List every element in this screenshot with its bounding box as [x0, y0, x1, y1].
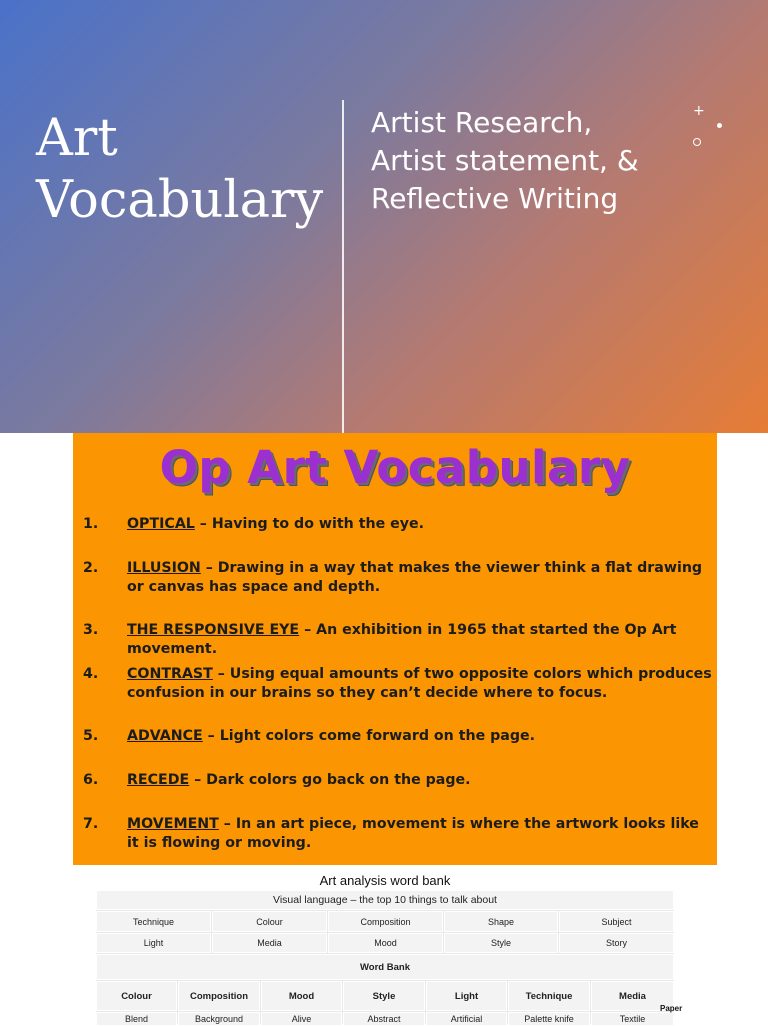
slide-subtitle-line-3: Reflective Writing [371, 182, 619, 215]
vocab-text: – Using equal amounts of two opposite colors which produces confusion in our brains so they can’t decide where to focus. [127, 666, 712, 701]
paper-side-label: Paper [660, 1004, 683, 1013]
table-cell: Composition [328, 911, 443, 932]
table-cell: Colour [212, 911, 327, 932]
table-cell: Background [178, 1012, 260, 1026]
vocab-term: OPTICAL [127, 516, 195, 532]
table-cell: Mood [328, 933, 443, 953]
vocab-definition [127, 621, 713, 659]
slide-subtitle [371, 104, 639, 218]
op-art-title: Op Art Vocabulary [159, 441, 631, 494]
vocab-number: 6. [83, 772, 99, 788]
table-cell: Blend [96, 1012, 177, 1026]
table-cell: Textile [591, 1012, 674, 1026]
vocab-text: – Light colors come forward on the page. [202, 728, 536, 744]
vocab-term: ADVANCE [127, 728, 203, 744]
word-bank-title: Art analysis word bank [319, 873, 451, 888]
vocab-text: – An exhibition in 1965 that started the Op Art movement. [127, 622, 677, 657]
vocab-definition [127, 665, 713, 703]
table-cell: Story [559, 933, 674, 953]
table-header-cell: Technique [508, 981, 590, 1011]
table-cell: Alive [261, 1012, 342, 1026]
vocab-number: 1. [83, 516, 99, 532]
slide-title-line-2: Vocabulary [36, 171, 324, 230]
table-cell: Artificial [426, 1012, 507, 1026]
ring-decoration-icon [693, 138, 701, 146]
word-bank-table [96, 890, 674, 1024]
table-header-cell: Composition [178, 981, 260, 1011]
title-slide [0, 0, 768, 433]
vocab-term: MOVEMENT [127, 816, 219, 832]
vocab-term: THE RESPONSIVE EYE [127, 622, 300, 638]
slide-subtitle-line-2: Artist statement, & [371, 144, 639, 177]
vocab-definition [127, 771, 713, 790]
vocab-text: – Dark colors go back on the page. [189, 772, 471, 788]
vocab-number: 4. [83, 666, 99, 682]
table-header-cell: Colour [96, 981, 177, 1011]
vocab-term: ILLUSION [127, 560, 201, 576]
plus-decoration-icon: + [693, 103, 705, 119]
table-cell: Palette knife [508, 1012, 590, 1026]
slide-title [36, 108, 323, 232]
vocab-number: 2. [83, 560, 99, 576]
vocab-text: – In an art piece, movement is where the artwork looks like it is flowing or moving. [127, 816, 699, 851]
op-art-vocabulary-panel [73, 433, 717, 865]
vocab-definition [127, 559, 713, 597]
table-header-cell: Mood [261, 981, 342, 1011]
vocab-definition [127, 727, 713, 746]
table-cell: Style [444, 933, 558, 953]
vocab-text: – Drawing in a way that makes the viewer think a flat drawing or canvas has space and depth. [127, 560, 703, 595]
table-header-cell: Media [591, 981, 674, 1011]
vertical-divider [342, 100, 344, 433]
word-bank-label: Word Bank [96, 954, 674, 980]
vocab-number: 7. [83, 816, 99, 832]
visual-language-header: Visual language – the top 10 things to talk about [96, 890, 674, 910]
table-cell: Abstract [343, 1012, 425, 1026]
table-cell: Light [96, 933, 211, 953]
slide-subtitle-line-1: Artist Research, [371, 106, 593, 139]
vocab-definition [127, 515, 713, 534]
table-cell: Media [212, 933, 327, 953]
vocab-number: 5. [83, 728, 99, 744]
vocab-term: CONTRAST [127, 666, 213, 682]
vocab-number: 3. [83, 622, 99, 638]
table-cell: Subject [559, 911, 674, 932]
slide-title-line-1: Art [36, 109, 118, 168]
vocab-definition [127, 815, 713, 853]
table-header-cell: Style [343, 981, 425, 1011]
table-header-cell: Light [426, 981, 507, 1011]
table-cell: Shape [444, 911, 558, 932]
vocab-text: – Having to do with the eye. [194, 516, 425, 532]
table-cell: Technique [96, 911, 211, 932]
dot-decoration-icon [717, 123, 722, 128]
vocab-term: RECEDE [127, 772, 190, 788]
